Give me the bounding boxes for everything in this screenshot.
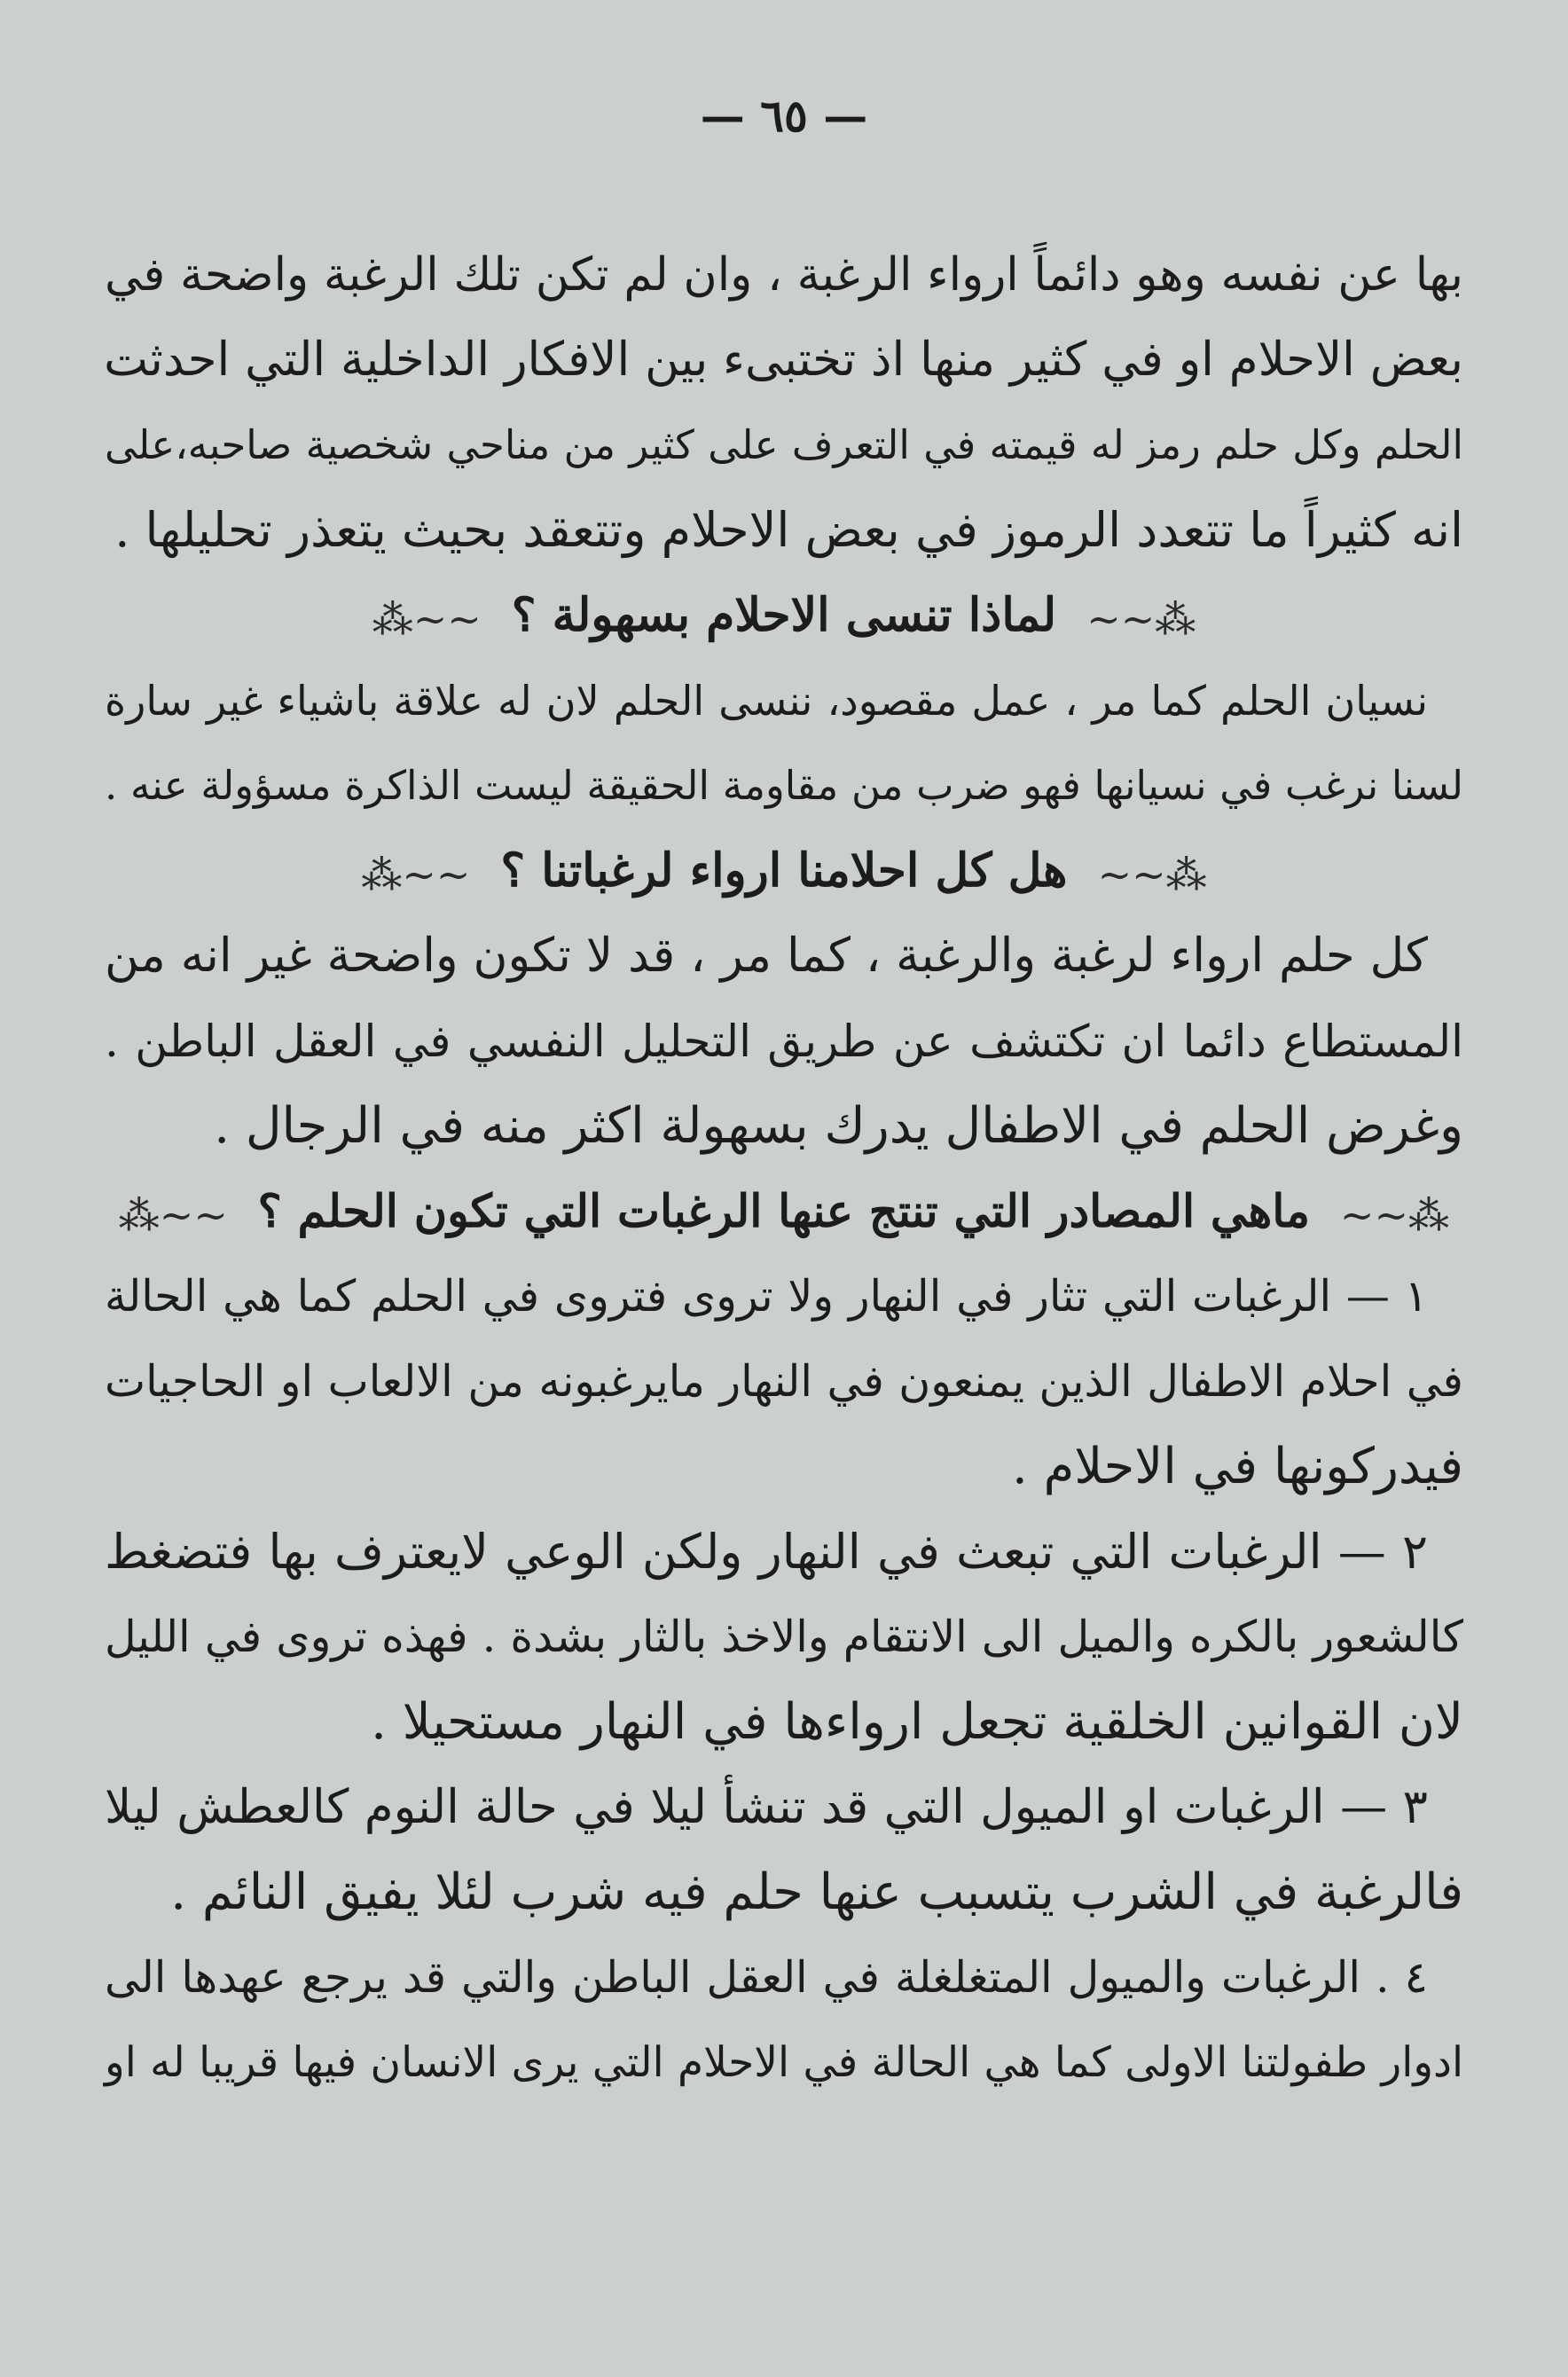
- ornament-icon: ~~⁂: [118, 1191, 228, 1239]
- heading-text: هل كل احلامنا ارواء لرغباتنا ؟: [500, 843, 1068, 898]
- text-line: الحلم وكل حلم رمز له قيمته في التعرف على كثير من مناحي شخصية صاحبه،على: [105, 421, 1463, 468]
- text-line: ١ — الرغبات التي تثار في النهار ولا تروى فتروى في الحلم كما هي الحالة: [105, 1271, 1428, 1322]
- heading-text: ماهي المصادر التي تنتج عنها الرغبات التي تكون الحلم ؟: [257, 1185, 1311, 1238]
- ornament-icon: ⁂~~: [1339, 1191, 1449, 1239]
- text-line: بعض الاحلام او في كثير منها اذ تختبىء بين الافكار الداخلية التي احدثت: [104, 333, 1463, 387]
- text-line: كل حلم ارواء لرغبة والرغبة ، كما مر ، قد لا تكون واضحة غير انه من: [105, 929, 1428, 983]
- page-number: — ٦٥ —: [700, 90, 868, 142]
- text-line: ٤ . الرغبات والميول المتغلغلة في العقل الباطن والتي قد يرجع عهدها الى: [105, 1952, 1428, 2003]
- text-line: المستطاع دائما ان تكتشف عن طريق التحليل النفسي في العقل الباطن .: [105, 1016, 1463, 1067]
- heading-text: لماذا تنسى الاحلام بسهولة ؟: [511, 588, 1057, 642]
- text-line: بها عن نفسه وهو دائماً ارواء الرغبة ، وان لم تكن تلك الرغبة واضحة في: [105, 248, 1463, 302]
- section-heading: [105, 573, 1463, 658]
- ornament-icon: ~~⁂: [372, 594, 482, 643]
- text-line: وغرض الحلم في الاطفال يدرك بسهولة اكثر منه في الرجال .: [214, 1097, 1463, 1155]
- text-line: لسنا نرغب في نسيانها فهو ضرب من مقاومة الحقيقة ليست الذاكرة مسؤولة عنه .: [105, 762, 1463, 809]
- page-body: [105, 232, 1463, 2106]
- text-line: فيدركونها في الاحلام .: [1011, 1438, 1463, 1495]
- text-line: كالشعور بالكره والميل الى الانتقام والاخذ بالثار بشدة . فهذه تروى في الليل: [105, 1612, 1463, 1662]
- section-heading: [105, 828, 1463, 914]
- text-line: ادوار طفولتنا الاولى كما هي الحالة في الاحلام التي يرى الانسان فيها قريبا له او: [105, 2038, 1463, 2087]
- text-line: نسيان الحلم كما مر ، عمل مقصود، ننسى الحلم لان له علاقة باشياء غير سارة: [105, 677, 1428, 725]
- text-line: فالرغبة في الشرب يتسبب عنها حلم فيه شرب لئلا يفيق النائم .: [170, 1863, 1463, 1921]
- section-heading: [105, 1169, 1463, 1254]
- ornament-icon: ⁂~~: [1097, 850, 1207, 898]
- ornament-icon: ~~⁂: [361, 850, 471, 898]
- text-line: ٣ — الرغبات او الميول التي قد تنشأ ليلا في حالة النوم كالعطش ليلا: [105, 1780, 1428, 1834]
- ornament-icon: ⁂~~: [1086, 594, 1196, 643]
- text-line: انه كثيراً ما تتعدد الرموز في بعض الاحلام وتتعقد بحيث يتعذر تحليلها .: [114, 502, 1463, 558]
- text-line: لان القوانين الخلقية تجعل ارواءها في النهار مستحيلا .: [371, 1693, 1463, 1751]
- text-line: في احلام الاطفال الذين يمنعون في النهار مايرغبونه من الالعاب او الحاجيات: [105, 1356, 1463, 1407]
- text-line: ٢ — الرغبات التي تبعث في النهار ولكن الوعي لايعترف بها فتضغط: [105, 1524, 1428, 1580]
